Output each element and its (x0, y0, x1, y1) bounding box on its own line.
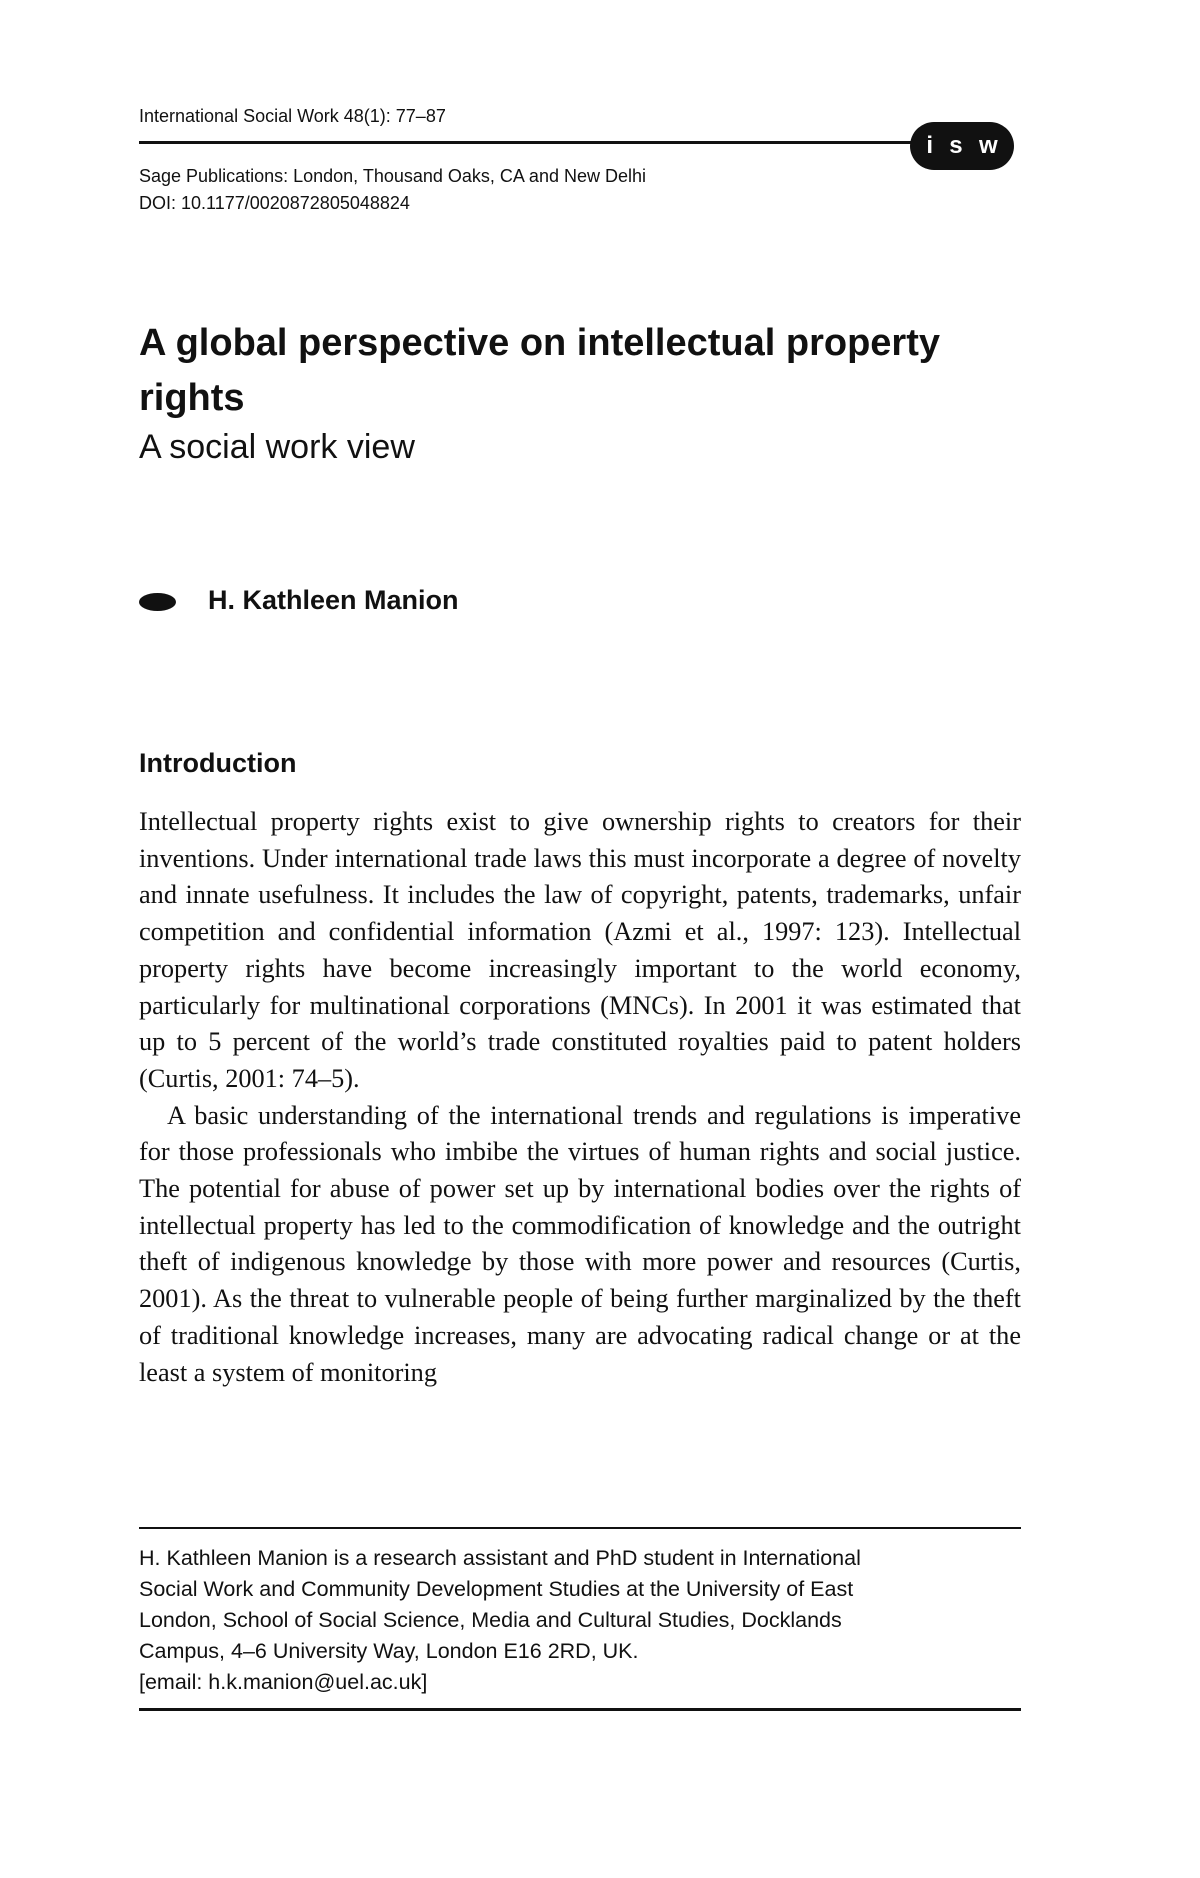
author-name: H. Kathleen Manion (208, 585, 459, 615)
section-heading: Introduction (139, 748, 297, 778)
article-title: A global perspective on intellectual property rights (139, 322, 940, 419)
author-note-line: Campus, 4–6 University Way, London E16 2RD, UK. (139, 1639, 639, 1663)
author-note-line: Social Work and Community Development Studies at the University of East (139, 1577, 854, 1601)
publisher-line: Sage Publications: London, Thousand Oaks, CA and New Delhi (139, 166, 646, 186)
author-email[interactable]: [email: h.k.manion@uel.ac.uk] (139, 1670, 428, 1694)
header-rule (139, 141, 919, 144)
paragraph-1: Intellectual property rights exist to give ownership rights to creators for their inventions. Under international trade laws this must incorporate a degree of novelty and innate usefulness. It includes the law of copyright, patents, trademarks, unfair competition and confidential information (Azmi et al., 1997: 123). Intellectual property rights have become increasingly important to the world economy, particularly for multinational corporations (MNCs). In 2001 it was estimated that up to 5 percent of the world’s trade constituted royalties paid to patent holders (Curtis, 2001: 74–5). (139, 807, 1021, 1093)
logo-letter-i: i (926, 132, 933, 159)
footnote-rule-bottom (139, 1708, 1021, 1711)
author-note-line: H. Kathleen Manion is a research assistant and PhD student in International (139, 1546, 861, 1570)
logo-letter-w: w (978, 132, 998, 159)
logo-letter-s: s (949, 132, 963, 159)
article-subtitle: A social work view (139, 428, 415, 466)
author-bullet-icon (139, 593, 176, 611)
body-text (139, 804, 1021, 1391)
doi-link[interactable]: DOI: 10.1177/0020872805048824 (139, 193, 410, 213)
paragraph-2: A basic understanding of the international trends and regulations is imperative for those professionals who imbibe the virtues of human rights and social justice. The potential for abuse of power set up by international bodies over the rights of intellectual property has led to the commodification of knowledge and the outright theft of indigenous knowledge by those with more power and resources (Curtis, 2001). As the threat to vulnerable people of being further marginalized by the theft of traditional knowledge increases, many are advocating radical change or at the least a system of monitoring (139, 1100, 1021, 1387)
author-note (139, 1543, 999, 1698)
journal-citation: International Social Work 48(1): 77–87 (139, 106, 446, 126)
isw-logo (910, 122, 1014, 170)
author-note-line: London, School of Social Science, Media and Cultural Studies, Docklands (139, 1608, 842, 1632)
footnote-rule-top (139, 1527, 1021, 1529)
